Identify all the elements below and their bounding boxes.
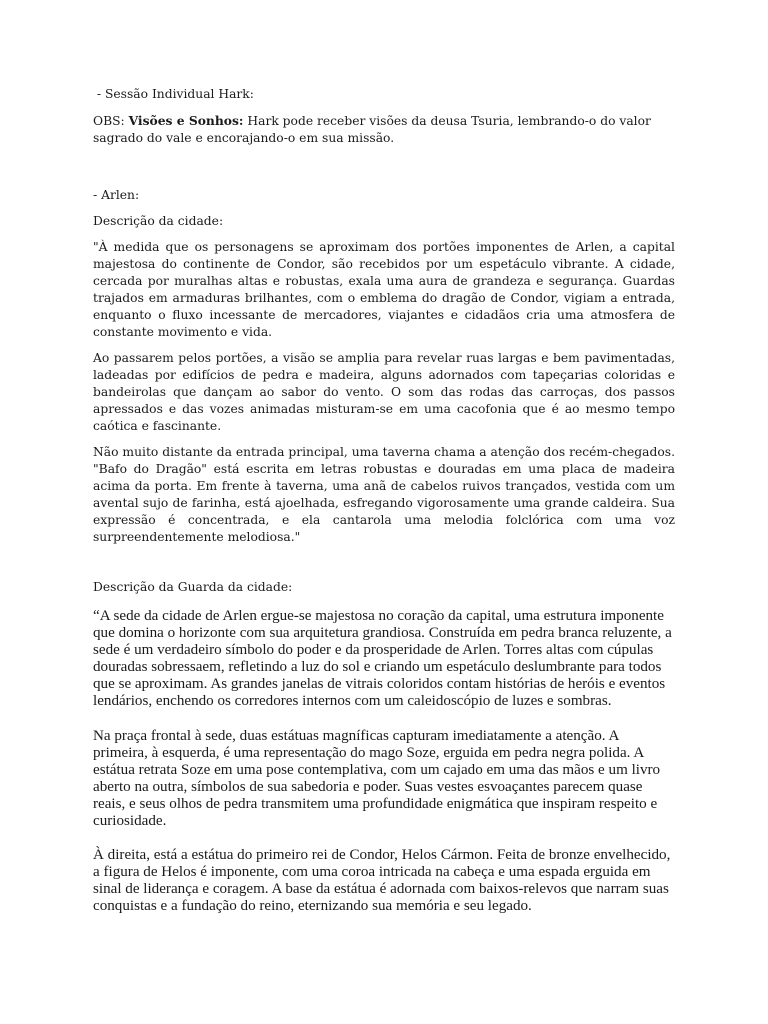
obs-text: Hark pode receber visões da deusa Tsuria, lembrando-o do valor sagrado do vale e encorajando-o em sua missão. (93, 114, 651, 145)
top-section (93, 86, 675, 596)
obs-bold-label: Visões e Sonhos: (128, 113, 244, 128)
guard-section (93, 608, 675, 916)
spacer (93, 555, 675, 579)
spacer (93, 711, 675, 728)
document-page (93, 86, 675, 916)
city-description-label: Descrição da cidade: (93, 214, 224, 228)
guard-paragraph-3: À direita, está a estátua do primeiro rei de Condor, Helos Cármon. Feita de bronze envelhecido, a figura de Helos é imponente, com uma coroa intricada na cabeça e uma espada erguida em sinal de liderança e coragem. A base da estátua é adornada com baixos-relevos que narram suas conquistas e a fundação do reino, eternizando sua memória e seu legado. (93, 847, 671, 915)
arlen-heading: - Arlen: (93, 188, 140, 202)
session-heading: - Sessão Individual Hark: (93, 87, 254, 101)
guard-description-label: Descrição da Guarda da cidade: (93, 580, 293, 594)
guard-paragraph-2: Na praça frontal à sede, duas estátuas magníficas capturam imediatamente a atenção. A primeira, à esquerda, é uma representação do mago Soze, erguida em pedra negra polida. A estátua retrata Soze em uma pose contemplativa, com um cajado em uma das mãos e um livro aberto na outra, símbolos de sua sabedoria e poder. Suas vestes esvoaçantes parecem quase reais, e seus olhos de pedra transmitem uma profundidade enigmática que inspiram respeito e curiosidade. (93, 727, 661, 830)
obs-prefix: OBS: (93, 114, 129, 128)
city-paragraph-1: "À medida que os personagens se aproximam dos portões imponentes de Arlen, a capital majestosa do continente de Condor, são recebidos por um espetáculo vibrante. A cidade, cercada por muralhas altas e robustas, exala uma aura de grandeza e segurança. Guardas trajados em armaduras brilhantes, com o emblema do dragão de Condor, vigiam a entrada, enquanto o fluxo incessante de mercadores, viajantes e cidadãos cria uma atmosfera de constante movimento e vida. (93, 240, 675, 339)
spacer (93, 830, 675, 847)
city-paragraph-2: Ao passarem pelos portões, a visão se amplia para revelar ruas largas e bem pavimentadas, ladeadas por edifícios de pedra e madeira, alguns adornados com tapeçarias coloridas e bandeirolas que dançam ao sabor do vento. O som das rodas das carroças, dos passos apressados e das vozes animadas misturam-se em uma cacofonia que é ao mesmo tempo caótica e fascinante. (93, 351, 675, 433)
city-paragraph-3: Não muito distante da entrada principal, uma taverna chama a atenção dos recém-chegados. "Bafo do Dragão" está escrita em letras robustas e douradas em uma placa de madeira acima da porta. Em frente à taverna, uma anã de cabelos ruivos trançados, vestida com um avental sujo de farinha, está ajoelhada, esfregando vigorosamente uma grande caldeira. Sua expressão é concentrada, e ela cantarola uma melodia folclórica com uma voz surpreendentemente melodiosa." (93, 445, 675, 544)
spacer (93, 156, 675, 187)
obs-paragraph (93, 112, 675, 147)
guard-paragraph-1: “A sede da cidade de Arlen ergue-se majestosa no coração da capital, uma estrutura imponente que domina o horizonte com sua arquitetura grandiosa. Construída em pedra branca reluzente, a sede é um verdadeiro símbolo do poder e da prosperidade de Arlen. Torres altas com cúpulas douradas sobressaem, refletindo a luz do sol e criando um espetáculo deslumbrante para todos que se aproximam. As grandes janelas de vitrais coloridos contam histórias de heróis e eventos lendários, enchendo os corredores internos com um caleidoscópio de luzes e sombras. (93, 608, 672, 710)
